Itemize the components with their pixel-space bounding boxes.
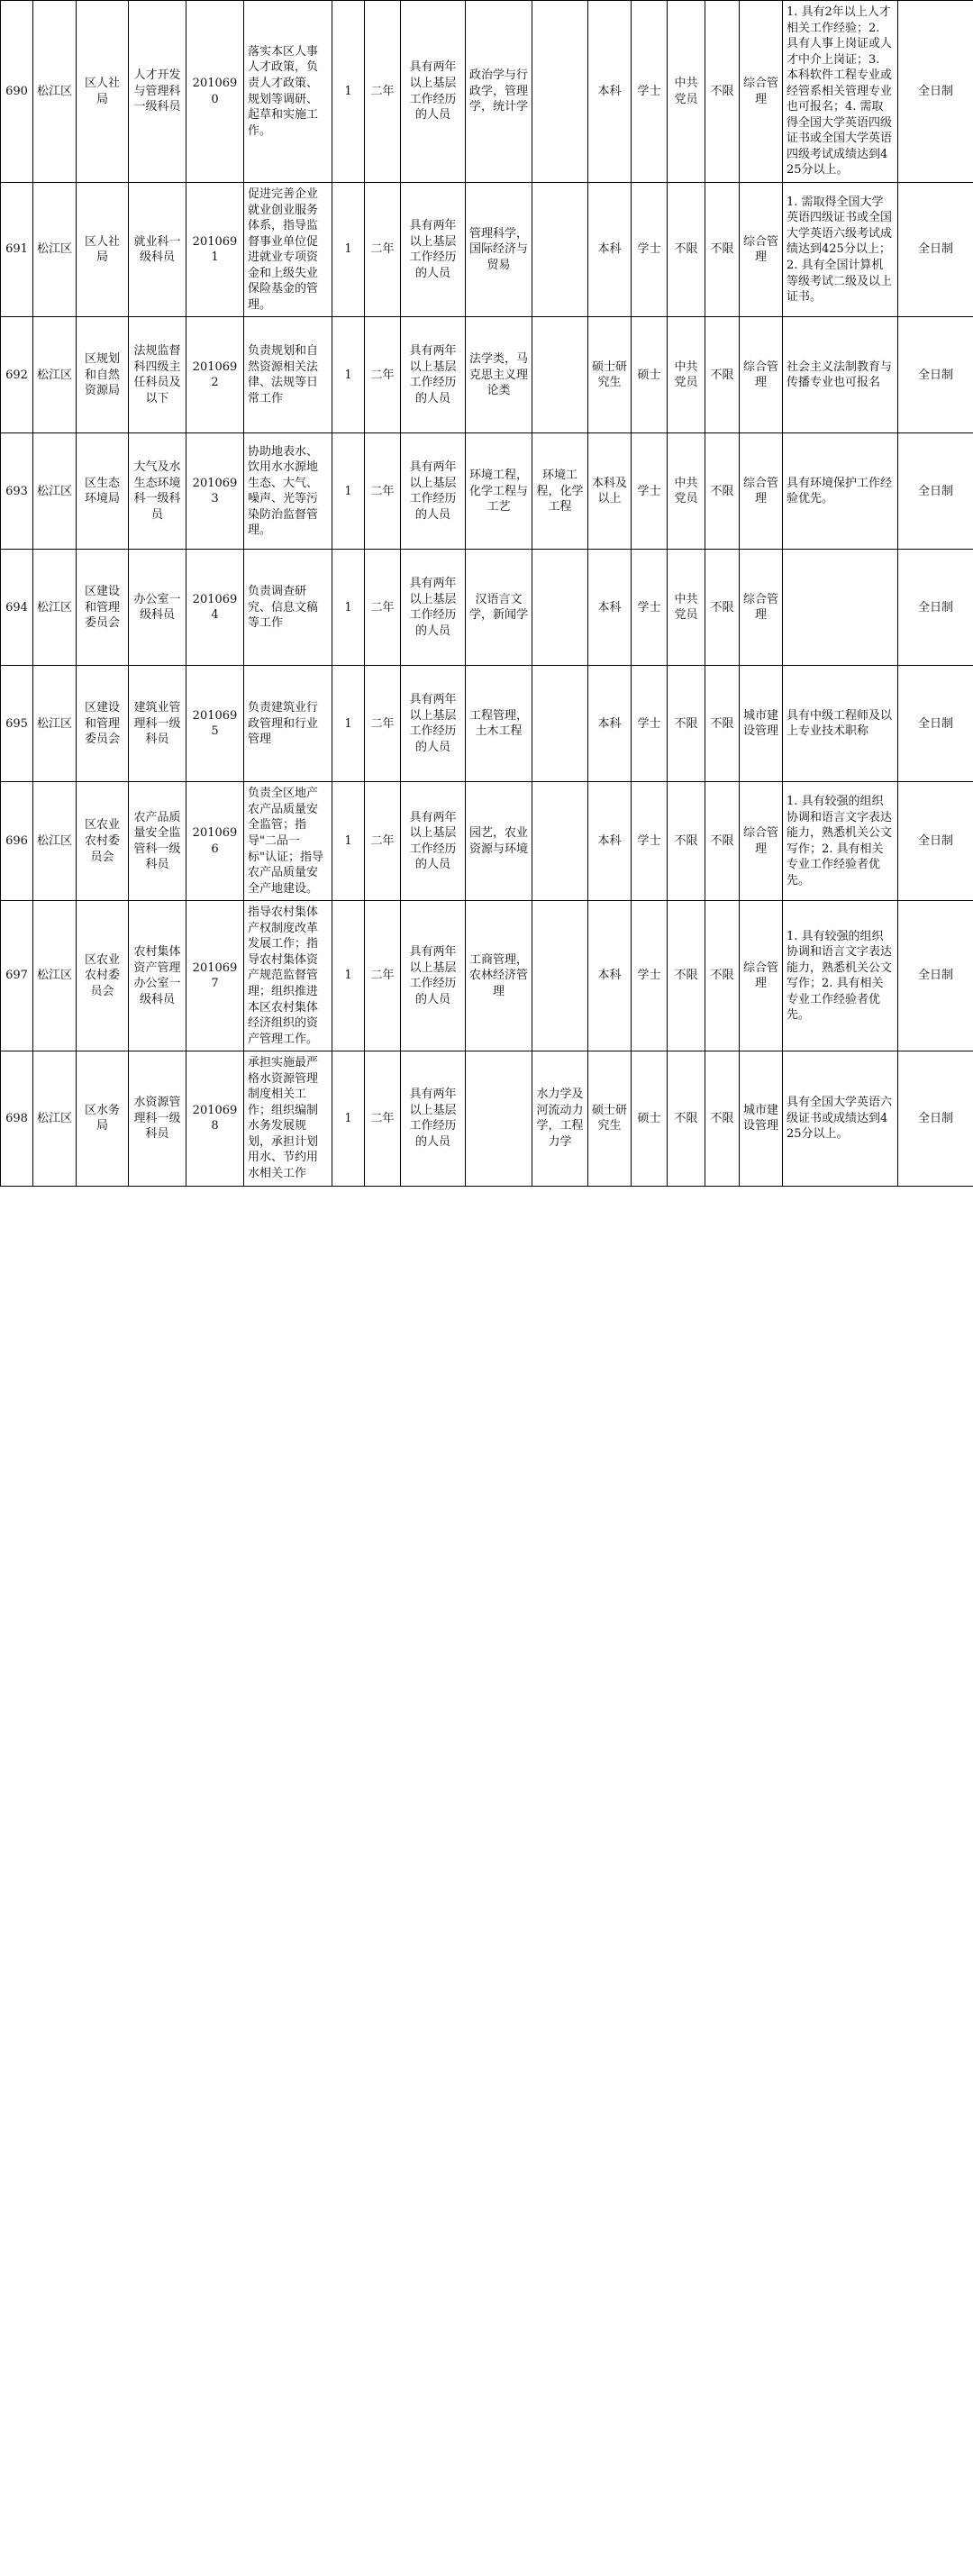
cell-note: 全日制 [898, 782, 973, 901]
cell-major-master [532, 183, 588, 317]
cell-experience: 具有两年以上基层工作经历的人员 [401, 1051, 466, 1186]
cell-code: 2010690 [186, 1, 244, 183]
cell-major-bachelor: 汉语言文学，新闻学 [466, 550, 532, 666]
cell-gender: 不限 [705, 183, 740, 317]
cell-years: 二年 [365, 183, 401, 317]
table-row [1, 317, 973, 433]
cell-degree: 学士 [632, 433, 668, 550]
cell-code: 2010698 [186, 1051, 244, 1186]
cell-major-master [532, 782, 588, 901]
cell-years: 二年 [365, 550, 401, 666]
cell-major-bachelor: 管理科学，国际经济与贸易 [466, 183, 532, 317]
cell-position: 农产品质量安全监管科一级科员 [129, 782, 186, 901]
cell-political: 不限 [668, 782, 705, 901]
table-row [1, 183, 973, 317]
cell-gender: 不限 [705, 782, 740, 901]
cell-requirements: 1. 具有较强的组织协调和语言文字表达能力，熟悉机关公文写作；2. 具有相关专业工作经验者优先。 [783, 901, 898, 1051]
cell-exam: 城市建设管理 [740, 666, 783, 782]
cell-no: 690 [1, 1, 33, 183]
cell-gender: 不限 [705, 550, 740, 666]
cell-gender: 不限 [705, 317, 740, 433]
cell-position: 建筑业管理科一级科员 [129, 666, 186, 782]
cell-no: 696 [1, 782, 33, 901]
cell-education: 硕士研究生 [588, 1051, 632, 1186]
cell-exam: 城市建设管理 [740, 1051, 783, 1186]
cell-major-master [532, 317, 588, 433]
cell-degree: 学士 [632, 666, 668, 782]
cell-no: 698 [1, 1051, 33, 1186]
cell-education: 硕士研究生 [588, 317, 632, 433]
recruitment-table [0, 0, 973, 1187]
cell-unit: 区生态环境局 [77, 433, 129, 550]
cell-count: 1 [332, 433, 365, 550]
cell-years: 二年 [365, 433, 401, 550]
cell-requirements: 1. 具有较强的组织协调和语言文字表达能力，熟悉机关公文写作；2. 具有相关专业工作经验者优先。 [783, 782, 898, 901]
cell-unit: 区农业农村委员会 [77, 901, 129, 1051]
cell-political: 中共党员 [668, 550, 705, 666]
cell-years: 二年 [365, 782, 401, 901]
cell-major-bachelor: 园艺，农业资源与环境 [466, 782, 532, 901]
cell-unit: 区建设和管理委员会 [77, 550, 129, 666]
cell-position: 水资源管理科一级科员 [129, 1051, 186, 1186]
cell-no: 693 [1, 433, 33, 550]
cell-no: 695 [1, 666, 33, 782]
cell-district: 松江区 [33, 666, 77, 782]
cell-requirements [783, 550, 898, 666]
cell-major-master [532, 666, 588, 782]
cell-exam: 综合管理 [740, 433, 783, 550]
cell-requirements: 具有全国大学英语六级证书或成绩达到425分以上。 [783, 1051, 898, 1186]
cell-code: 2010696 [186, 782, 244, 901]
cell-requirements: 社会主义法制教育与传播专业也可报名 [783, 317, 898, 433]
cell-count: 1 [332, 317, 365, 433]
cell-note: 全日制 [898, 550, 973, 666]
cell-note: 全日制 [898, 317, 973, 433]
cell-political: 中共党员 [668, 317, 705, 433]
cell-count: 1 [332, 901, 365, 1051]
cell-exam: 综合管理 [740, 550, 783, 666]
cell-note: 全日制 [898, 1, 973, 183]
cell-position: 农村集体资产管理办公室一级科员 [129, 901, 186, 1051]
cell-experience: 具有两年以上基层工作经历的人员 [401, 183, 466, 317]
cell-duty: 负责规划和自然资源相关法律、法规等日常工作 [244, 317, 332, 433]
cell-no: 697 [1, 901, 33, 1051]
cell-position: 法规监督科四级主任科员及以下 [129, 317, 186, 433]
table-row [1, 550, 973, 666]
cell-major-bachelor: 法学类，马克思主义理论类 [466, 317, 532, 433]
cell-count: 1 [332, 1051, 365, 1186]
cell-district: 松江区 [33, 782, 77, 901]
cell-degree: 学士 [632, 550, 668, 666]
cell-duty: 协助地表水、饮用水水源地生态、大气、噪声、光等污染防治监督管理。 [244, 433, 332, 550]
cell-political: 中共党员 [668, 433, 705, 550]
cell-code: 2010693 [186, 433, 244, 550]
cell-duty: 促进完善企业就业创业服务体系，指导监督事业单位促进就业专项资金和上级失业保险基金的管理。 [244, 183, 332, 317]
cell-unit: 区建设和管理委员会 [77, 666, 129, 782]
cell-experience: 具有两年以上基层工作经历的人员 [401, 433, 466, 550]
table-row [1, 901, 973, 1051]
cell-unit: 区人社局 [77, 183, 129, 317]
cell-political: 不限 [668, 901, 705, 1051]
cell-experience: 具有两年以上基层工作经历的人员 [401, 550, 466, 666]
cell-code: 2010697 [186, 901, 244, 1051]
cell-years: 二年 [365, 1, 401, 183]
cell-experience: 具有两年以上基层工作经历的人员 [401, 317, 466, 433]
cell-count: 1 [332, 1, 365, 183]
cell-major-bachelor: 工商管理，农林经济管理 [466, 901, 532, 1051]
cell-unit: 区农业农村委员会 [77, 782, 129, 901]
cell-education: 本科 [588, 901, 632, 1051]
table-row [1, 782, 973, 901]
cell-education: 本科 [588, 183, 632, 317]
cell-code: 2010692 [186, 317, 244, 433]
cell-requirements: 具有环境保护工作经验优先。 [783, 433, 898, 550]
cell-years: 二年 [365, 317, 401, 433]
cell-experience: 具有两年以上基层工作经历的人员 [401, 1, 466, 183]
cell-duty: 指导农村集体产权制度改革发展工作；指导农村集体资产规范监督管理；组织推进本区农村集体经济组织的资产管理工作。 [244, 901, 332, 1051]
cell-district: 松江区 [33, 1051, 77, 1186]
cell-unit: 区人社局 [77, 1, 129, 183]
cell-duty: 负责调查研究、信息文稿等工作 [244, 550, 332, 666]
cell-gender: 不限 [705, 901, 740, 1051]
cell-note: 全日制 [898, 1051, 973, 1186]
cell-district: 松江区 [33, 433, 77, 550]
cell-political: 不限 [668, 1051, 705, 1186]
cell-code: 2010694 [186, 550, 244, 666]
cell-years: 二年 [365, 901, 401, 1051]
cell-duty: 落实本区人事人才政策，负责人才政策、规划等调研、起草和实施工作。 [244, 1, 332, 183]
cell-duty: 负责建筑业行政管理和行业管理 [244, 666, 332, 782]
cell-education: 本科 [588, 550, 632, 666]
table-row [1, 433, 973, 550]
cell-degree: 硕士 [632, 1051, 668, 1186]
cell-no: 694 [1, 550, 33, 666]
cell-count: 1 [332, 550, 365, 666]
cell-major-master [532, 901, 588, 1051]
cell-requirements: 具有中级工程师及以上专业技术职称 [783, 666, 898, 782]
table-row [1, 1, 973, 183]
cell-district: 松江区 [33, 550, 77, 666]
cell-gender: 不限 [705, 1, 740, 183]
cell-duty: 承担实施最严格水资源管理制度相关工作；组织编制水务发展规划，承担计划用水、节约用水相关工作 [244, 1051, 332, 1186]
cell-note: 全日制 [898, 666, 973, 782]
cell-education: 本科 [588, 782, 632, 901]
cell-major-master: 水力学及河流动力学，工程力学 [532, 1051, 588, 1186]
cell-count: 1 [332, 782, 365, 901]
cell-unit: 区水务局 [77, 1051, 129, 1186]
cell-political: 不限 [668, 183, 705, 317]
cell-no: 691 [1, 183, 33, 317]
cell-education: 本科 [588, 1, 632, 183]
cell-exam: 综合管理 [740, 901, 783, 1051]
cell-experience: 具有两年以上基层工作经历的人员 [401, 901, 466, 1051]
cell-degree: 学士 [632, 782, 668, 901]
cell-years: 二年 [365, 1051, 401, 1186]
cell-code: 2010691 [186, 183, 244, 317]
cell-requirements: 1. 具有2年以上人才相关工作经验；2. 具有人事上岗证或人才中介上岗证；3. 本科软件工程专业或经管系相关管理专业也可报名；4. 需取得全国大学英语四级证书或全国大学英语四级考试成绩达到425分以上。 [783, 1, 898, 183]
cell-experience: 具有两年以上基层工作经历的人员 [401, 782, 466, 901]
cell-political: 不限 [668, 666, 705, 782]
cell-degree: 学士 [632, 183, 668, 317]
cell-gender: 不限 [705, 1051, 740, 1186]
cell-degree: 硕士 [632, 317, 668, 433]
cell-exam: 综合管理 [740, 317, 783, 433]
cell-exam: 综合管理 [740, 1, 783, 183]
cell-exam: 综合管理 [740, 183, 783, 317]
cell-district: 松江区 [33, 317, 77, 433]
cell-position: 办公室一级科员 [129, 550, 186, 666]
cell-exam: 综合管理 [740, 782, 783, 901]
cell-no: 692 [1, 317, 33, 433]
cell-political: 中共党员 [668, 1, 705, 183]
cell-position: 大气及水生态环境科一级科员 [129, 433, 186, 550]
cell-code: 2010695 [186, 666, 244, 782]
cell-unit: 区规划和自然资源局 [77, 317, 129, 433]
cell-note: 全日制 [898, 901, 973, 1051]
cell-district: 松江区 [33, 183, 77, 317]
cell-major-master [532, 550, 588, 666]
cell-years: 二年 [365, 666, 401, 782]
table-row [1, 1051, 973, 1186]
cell-note: 全日制 [898, 433, 973, 550]
cell-position: 就业科一级科员 [129, 183, 186, 317]
table-row [1, 666, 973, 782]
cell-major-bachelor [466, 1051, 532, 1186]
cell-education: 本科 [588, 666, 632, 782]
cell-gender: 不限 [705, 433, 740, 550]
cell-note: 全日制 [898, 183, 973, 317]
cell-major-bachelor: 政治学与行政学，管理学，统计学 [466, 1, 532, 183]
cell-major-bachelor: 工程管理，土木工程 [466, 666, 532, 782]
cell-major-master [532, 1, 588, 183]
cell-major-master: 环境工程，化学工程 [532, 433, 588, 550]
cell-district: 松江区 [33, 901, 77, 1051]
cell-count: 1 [332, 666, 365, 782]
cell-district: 松江区 [33, 1, 77, 183]
cell-major-bachelor: 环境工程，化学工程与工艺 [466, 433, 532, 550]
cell-count: 1 [332, 183, 365, 317]
cell-degree: 学士 [632, 901, 668, 1051]
cell-gender: 不限 [705, 666, 740, 782]
cell-education: 本科及以上 [588, 433, 632, 550]
cell-experience: 具有两年以上基层工作经历的人员 [401, 666, 466, 782]
cell-duty: 负责全区地产农产品质量安全监管；指导"二品一标"认证；指导农产品质量安全产地建设。 [244, 782, 332, 901]
cell-position: 人才开发与管理科一级科员 [129, 1, 186, 183]
cell-requirements: 1. 需取得全国大学英语四级证书或全国大学英语六级考试成绩达到425分以上；2. 具有全国计算机等级考试二级及以上证书。 [783, 183, 898, 317]
cell-degree: 学士 [632, 1, 668, 183]
